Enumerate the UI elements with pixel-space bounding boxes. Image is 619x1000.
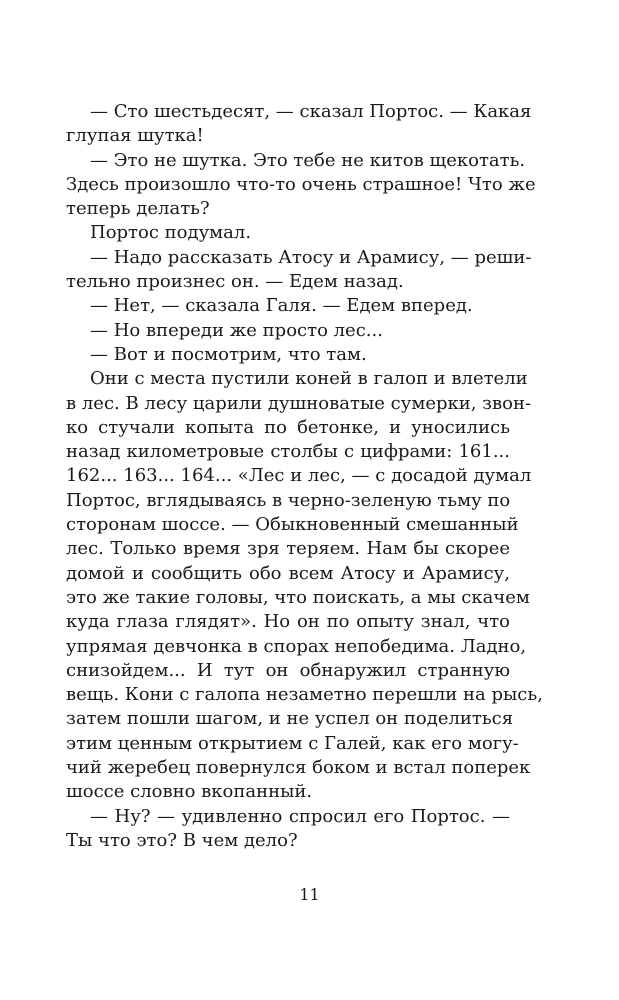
text-line: — Нет, — сказала Галя. — Едем вперед. <box>90 295 473 317</box>
text-line: Они с места пустили коней в галоп и влетели <box>90 368 528 390</box>
text-line: этим ценным открытием с Галей, как его могу- <box>66 732 519 754</box>
text-line: ко стучали копыта по бетонке, и уносились <box>66 416 510 438</box>
text-line: — Сто шестьдесят, — сказал Портос. — Какая <box>90 101 532 122</box>
text-line: упрямая девчонка в спорах непобедима. Ладно, <box>66 635 527 657</box>
text-line: лес. Только время зря теряем. Нам бы скорее <box>66 538 510 560</box>
text-line: вещь. Кони с галопа незаметно перешли на рысь, <box>66 684 543 706</box>
text-line: Ты что это? В чем дело? <box>66 829 298 851</box>
text-line: куда глаза глядят». Но он по опыту знал, что <box>66 611 510 633</box>
text-line: — Но впереди же просто лес... <box>90 319 383 341</box>
text-line: теперь делать? <box>66 198 210 220</box>
text-line: это же такие головы, что поискать, а мы скачем <box>66 586 530 608</box>
text-line: Здесь произошло что-то очень страшное! Что же <box>66 173 536 195</box>
text-line: снизойдем... И тут он обнаружил странную <box>66 659 510 681</box>
text-line: назад километровые столбы с цифрами: 161... <box>66 441 510 463</box>
page-number: 11 <box>299 885 320 904</box>
text-line: в лес. В лесу царили душноватые сумерки, звон- <box>66 392 532 414</box>
text-line: Портос, вглядываясь в черно-зеленую тьму по <box>66 489 511 511</box>
text-line: глупая шутка! <box>66 125 204 147</box>
text-line: Портос подумал. <box>90 222 252 244</box>
text-line: — Надо рассказать Атосу и Арамису, — реши- <box>90 246 532 268</box>
text-line: 162... 163... 164... «Лес и лес, — с досадой думал <box>66 465 532 487</box>
text-line: чий жеребец повернулся боком и встал поперек <box>66 757 531 779</box>
text-line: шоссе словно вкопанный. <box>66 781 313 803</box>
text-line: — Ну? — удивленно спросил его Портос. — <box>90 805 510 827</box>
text-line: — Это не шутка. Это тебе не китов щекотать. <box>90 149 526 171</box>
text-line: затем пошли шагом, и не успел он поделиться <box>66 708 514 730</box>
text-line: — Вот и посмотрим, что там. <box>90 343 367 365</box>
text-line: тельно произнес он. — Едем назад. <box>66 271 404 293</box>
text-line: домой и сообщить обо всем Атосу и Арамису, <box>66 562 510 584</box>
text-block <box>66 100 543 853</box>
text-line: сторонам шоссе. — Обыкновенный смешанный <box>66 514 519 536</box>
